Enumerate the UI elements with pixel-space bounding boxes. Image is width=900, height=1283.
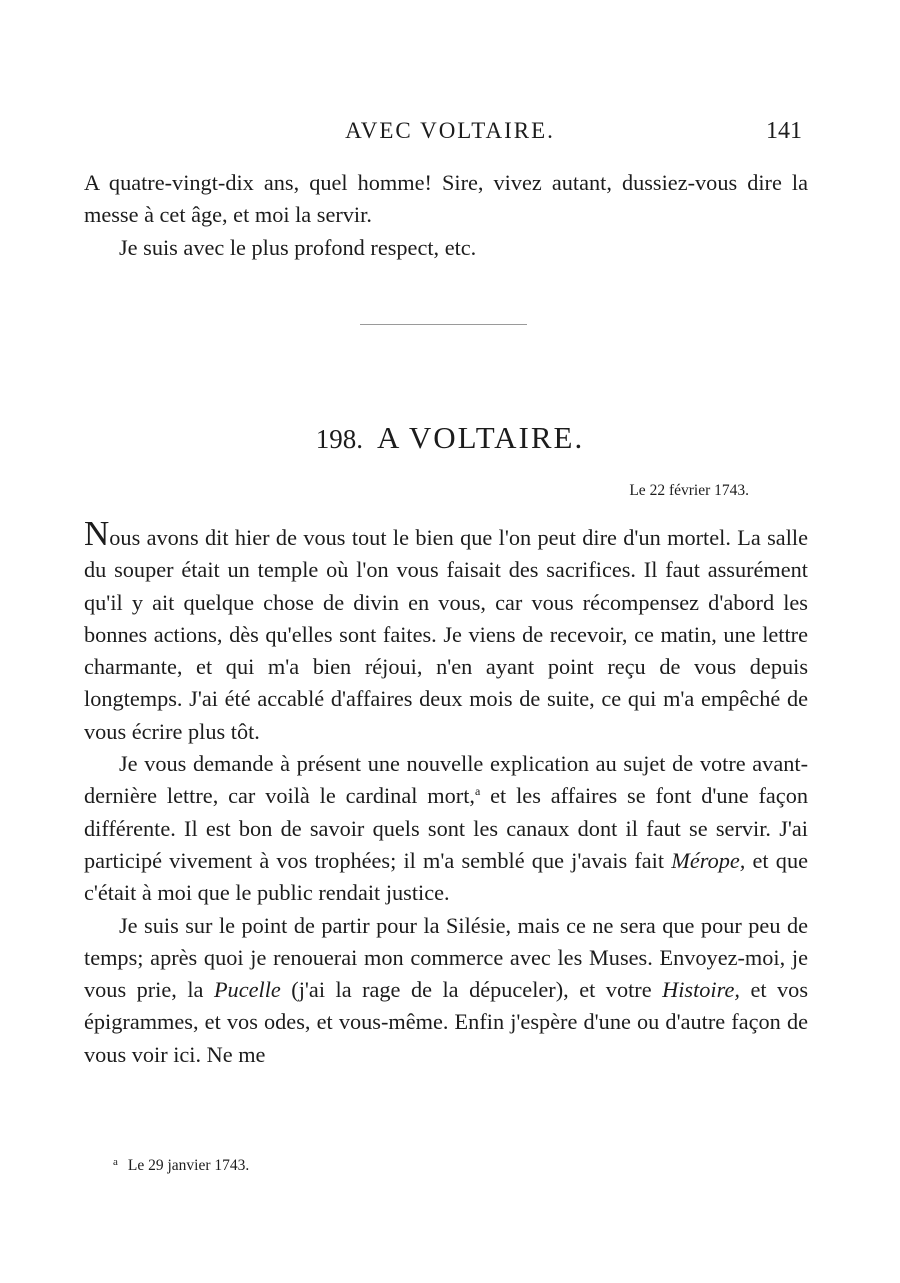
paragraph-text: (j'ai la rage de la dépuceler), et votre: [280, 977, 663, 1003]
page-number: 141: [766, 118, 802, 144]
letter-number: 198.: [315, 424, 363, 454]
footnote: [113, 1156, 249, 1175]
paragraph-text: Je suis sur le point de partir pour la Silésie, mais ce ne sera que pour peu de temps; après quoi je renouerai mon commerce avec les Muses. Envoyez-moi, je vous prie, la: [84, 912, 808, 1003]
footnote-text: Le 29 janvier 1743.: [127, 1157, 250, 1174]
previous-letter-ending: [84, 167, 808, 264]
paragraph-text: Je vous demande à présent une nouvelle explication au sujet de votre avant-dernière lettre, car voilà le cardinal mort,: [84, 751, 808, 809]
running-title: AVEC VOLTAIRE.: [345, 118, 555, 143]
letter-body: [84, 514, 809, 1071]
drop-cap: N: [84, 514, 110, 553]
work-title-histoire: Histoire,: [662, 977, 740, 1003]
letter-date: Le 22 février 1743.: [629, 482, 749, 499]
work-title-merope: Mérope,: [671, 847, 746, 873]
letter-paragraph: [84, 748, 808, 909]
letter-recipient: A VOLTAIRE.: [376, 420, 585, 455]
footnote-mark: a: [113, 1156, 118, 1168]
footnote-reference: a: [474, 784, 481, 799]
letter-heading: [0, 420, 900, 456]
paragraph-text: ous avons dit hier de vous tout le bien que l'on peut dire d'un mortel. La salle du souper était un temple où l'on vous faisait des sacrifices. Il faut assurément qu'il y ait quelque chose de divin en vous, car vous récompensez d'abord les bonnes actions, dès qu'elles sont faites. Je viens de recevoir, ce matin, une lettre charmante, et qui m'a bien réjoui, n'en ayant point reçu de vous depuis longtemps. J'ai été accablé d'affaires deux mois de suite, ce qui m'a empêché de vous écrire plus tôt.: [84, 525, 808, 744]
continuation-paragraph: A quatre-vingt-dix ans, quel homme! Sire, vivez autant, dussiez-vous dire la messe à cet âge, et moi la servir.: [84, 170, 808, 228]
section-divider: [360, 324, 527, 325]
letter-paragraph: [84, 514, 808, 748]
paragraph-text: et que c'était à moi que le public rendait justice.: [84, 847, 808, 906]
letter-paragraph: [84, 910, 808, 1071]
closing-formula: Je suis avec le plus profond respect, etc.: [119, 234, 477, 260]
paragraph-text: et les affaires se font d'une façon différente. Il est bon de savoir quels sont les canaux dont il faut se servir. J'ai participé vivement à vos trophées; il m'a semblé que j'avais fait: [84, 783, 808, 873]
work-title-pucelle: Pucelle: [213, 977, 281, 1003]
paragraph-text: et vos épigrammes, et vos odes, et vous-même. Enfin j'espère d'une ou d'autre façon de vous voir ici. Ne me: [84, 977, 809, 1067]
running-head: [0, 118, 900, 150]
